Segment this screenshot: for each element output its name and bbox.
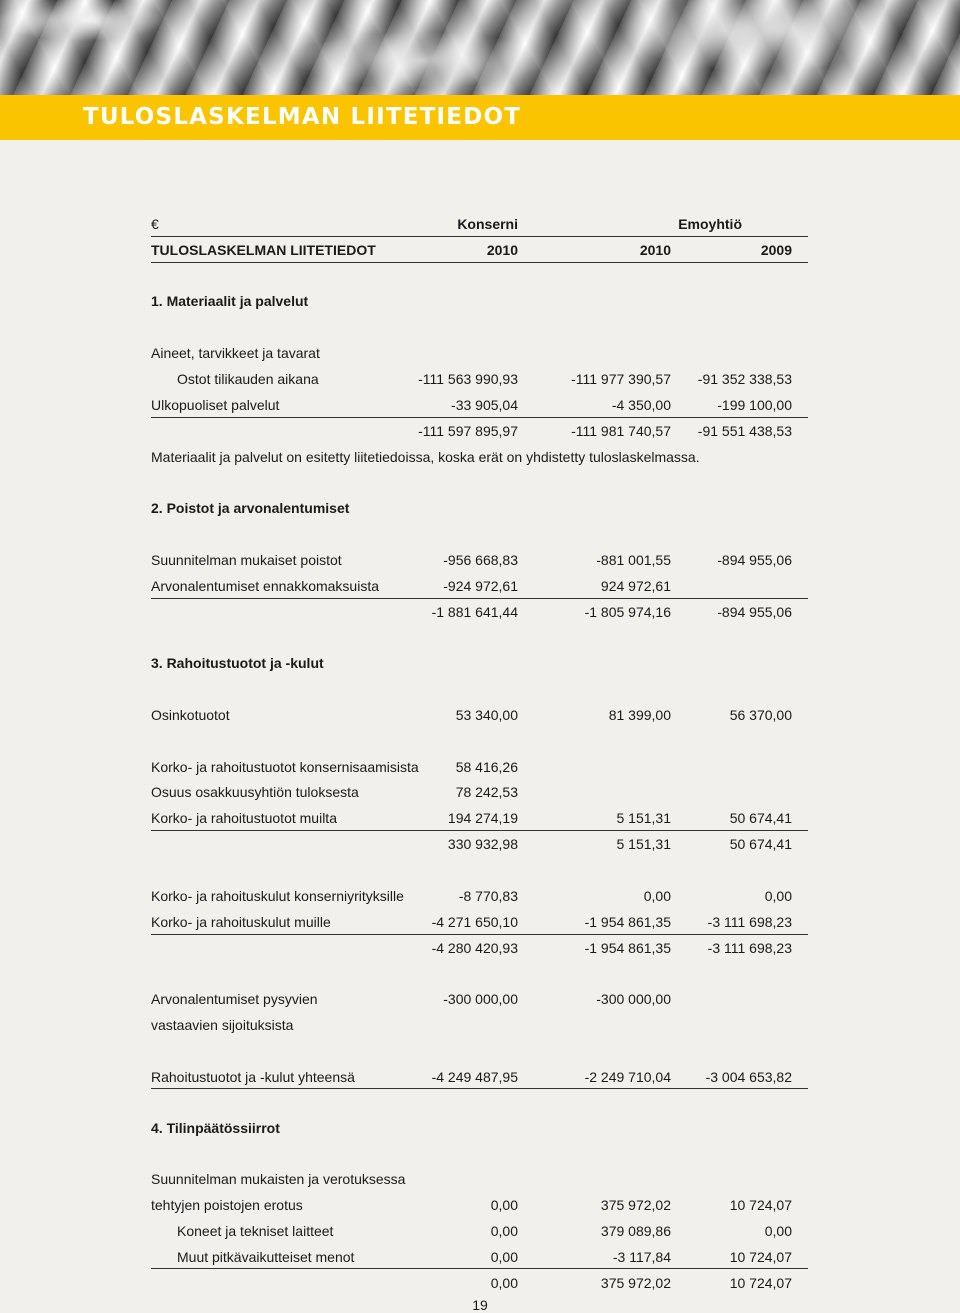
sum-emo-2010: 5 151,31 bbox=[616, 836, 671, 852]
row-label: Ostot tilikauden aikana bbox=[177, 371, 319, 387]
page-number: 19 bbox=[472, 1297, 488, 1313]
row-label: Suunnitelman mukaisten ja verotuksessa bbox=[151, 1171, 406, 1187]
cell-konserni-2010: -111 563 990,93 bbox=[418, 371, 518, 387]
row-label: tehtyjen poistojen erotus bbox=[151, 1197, 303, 1213]
year-emo-2010: 2010 bbox=[639, 242, 671, 258]
cell-emo-2010: -1 954 861,35 bbox=[584, 914, 671, 930]
sum-konserni-2010: 330 932,98 bbox=[447, 836, 518, 852]
header-divider bbox=[151, 236, 808, 237]
cell-emo-2009: 10 724,07 bbox=[729, 1197, 792, 1213]
cell-emo-2009: 56 370,00 bbox=[729, 707, 792, 723]
cell-emo-2010: 5 151,31 bbox=[616, 810, 671, 826]
cell-konserni-2010: -33 905,04 bbox=[451, 397, 518, 413]
cell-konserni-2010: -4 271 650,10 bbox=[431, 914, 518, 930]
cell-konserni-2010: 0,00 bbox=[490, 1197, 518, 1213]
year-emo-2009: 2009 bbox=[760, 242, 792, 258]
sum-divider bbox=[151, 598, 808, 599]
cell-emo-2009: -3 111 698,23 bbox=[707, 914, 792, 930]
row-label: Korko- ja rahoituskulut muille bbox=[151, 914, 331, 930]
total-label: Rahoitustuotot ja -kulut yhteensä bbox=[151, 1069, 355, 1085]
sum-emo-2010: -1 954 861,35 bbox=[584, 940, 671, 956]
sum-konserni-2010: -4 280 420,93 bbox=[431, 940, 518, 956]
cell-emo-2009: 0,00 bbox=[764, 888, 792, 904]
total-divider bbox=[151, 1088, 808, 1089]
currency-symbol: € bbox=[151, 216, 159, 232]
sum-emo-2010: -1 805 974,16 bbox=[584, 604, 671, 620]
sum-divider bbox=[151, 1268, 808, 1269]
sum-divider bbox=[151, 417, 808, 418]
row-label: Korko- ja rahoitustuotot muilta bbox=[151, 810, 337, 826]
sum-emo-2009: -3 111 698,23 bbox=[707, 940, 792, 956]
cell-emo-2010: 379 089,86 bbox=[600, 1223, 671, 1239]
header-photo-texture bbox=[0, 0, 960, 95]
konserni-heading: Konserni bbox=[457, 216, 518, 232]
section-note: Materiaalit ja palvelut on esitetty liitetiedoissa, koska erät on yhdistetty tuloslaskelmassa. bbox=[151, 449, 700, 465]
cell-emo-2009: 0,00 bbox=[764, 1223, 792, 1239]
cell-emo-2010: 375 972,02 bbox=[600, 1197, 671, 1213]
cell-konserni-2010: -8 770,83 bbox=[458, 888, 518, 904]
sum-konserni-2010: 0,00 bbox=[490, 1275, 518, 1291]
cell-konserni-2010: -300 000,00 bbox=[443, 991, 518, 1007]
section-title: 2. Poistot ja arvonalentumiset bbox=[151, 500, 350, 516]
sum-emo-2010: 375 972,02 bbox=[600, 1275, 671, 1291]
cell-emo-2009: -199 100,00 bbox=[717, 397, 792, 413]
cell-konserni-2010: 58 416,26 bbox=[455, 759, 518, 775]
table-section-label: TULOSLASKELMAN LIITETIEDOT bbox=[151, 242, 376, 258]
row-label: Koneet ja tekniset laitteet bbox=[177, 1223, 334, 1239]
cell-emo-2010: -300 000,00 bbox=[596, 991, 671, 1007]
sum-emo-2009: -894 955,06 bbox=[717, 604, 792, 620]
row-label: Korko- ja rahoitustuotot konsernisaamisista bbox=[151, 759, 419, 775]
page-title: TULOSLASKELMAN LIITETIEDOT bbox=[83, 104, 522, 130]
cell-konserni-2010: -924 972,61 bbox=[443, 578, 518, 594]
header-divider bbox=[151, 262, 808, 263]
sum-emo-2009: 10 724,07 bbox=[729, 1275, 792, 1291]
cell-emo-2010: 0,00 bbox=[643, 888, 671, 904]
row-label: Suunnitelman mukaiset poistot bbox=[151, 552, 342, 568]
cell-emo-2009: -894 955,06 bbox=[717, 552, 792, 568]
total-emo-2009: -3 004 653,82 bbox=[705, 1069, 792, 1085]
row-label-continued: vastaavien sijoituksista bbox=[151, 1017, 294, 1033]
row-label: Arvonalentumiset pysyvien bbox=[151, 991, 318, 1007]
cell-emo-2009: 10 724,07 bbox=[729, 1249, 792, 1265]
sum-konserni-2010: -111 597 895,97 bbox=[418, 423, 518, 439]
cell-konserni-2010: 53 340,00 bbox=[455, 707, 518, 723]
row-label: Arvonalentumiset ennakkomaksuista bbox=[151, 578, 380, 594]
row-label: Korko- ja rahoituskulut konserniyrityksille bbox=[151, 888, 404, 904]
cell-emo-2010: -3 117,84 bbox=[612, 1249, 671, 1265]
section-title: 3. Rahoitustuotot ja -kulut bbox=[151, 655, 324, 671]
cell-emo-2009: 50 674,41 bbox=[729, 810, 792, 826]
sum-divider bbox=[151, 934, 808, 935]
cell-konserni-2010: -956 668,83 bbox=[443, 552, 518, 568]
total-emo-2010: -2 249 710,04 bbox=[584, 1069, 671, 1085]
cell-emo-2009: -91 352 338,53 bbox=[697, 371, 792, 387]
row-label: Osinkotuotot bbox=[151, 707, 230, 723]
cell-emo-2010: 81 399,00 bbox=[608, 707, 671, 723]
cell-konserni-2010: 194 274,19 bbox=[447, 810, 518, 826]
year-konserni-2010: 2010 bbox=[486, 242, 518, 258]
sum-emo-2010: -111 981 740,57 bbox=[571, 423, 671, 439]
section-title: 4. Tilinpäätössiirrot bbox=[151, 1120, 280, 1136]
sum-emo-2009: -91 551 438,53 bbox=[697, 423, 792, 439]
cell-konserni-2010: 78 242,53 bbox=[455, 784, 518, 800]
cell-konserni-2010: 0,00 bbox=[490, 1223, 518, 1239]
sum-emo-2009: 50 674,41 bbox=[729, 836, 792, 852]
sum-konserni-2010: -1 881 641,44 bbox=[431, 604, 518, 620]
cell-emo-2010: -111 977 390,57 bbox=[571, 371, 671, 387]
cell-emo-2010: 924 972,61 bbox=[600, 578, 671, 594]
sum-divider bbox=[151, 830, 808, 831]
row-label: Muut pitkävaikutteiset menot bbox=[177, 1249, 355, 1265]
cell-emo-2010: -4 350,00 bbox=[611, 397, 671, 413]
row-label: Ulkopuoliset palvelut bbox=[151, 397, 280, 413]
section-title: 1. Materiaalit ja palvelut bbox=[151, 293, 309, 309]
emoyhtio-heading: Emoyhtiö bbox=[678, 216, 742, 232]
cell-emo-2010: -881 001,55 bbox=[596, 552, 671, 568]
total-konserni-2010: -4 249 487,95 bbox=[431, 1069, 518, 1085]
group-label: Aineet, tarvikkeet ja tavarat bbox=[151, 345, 320, 361]
row-label: Osuus osakkuusyhtiön tuloksesta bbox=[151, 784, 359, 800]
cell-konserni-2010: 0,00 bbox=[490, 1249, 518, 1265]
